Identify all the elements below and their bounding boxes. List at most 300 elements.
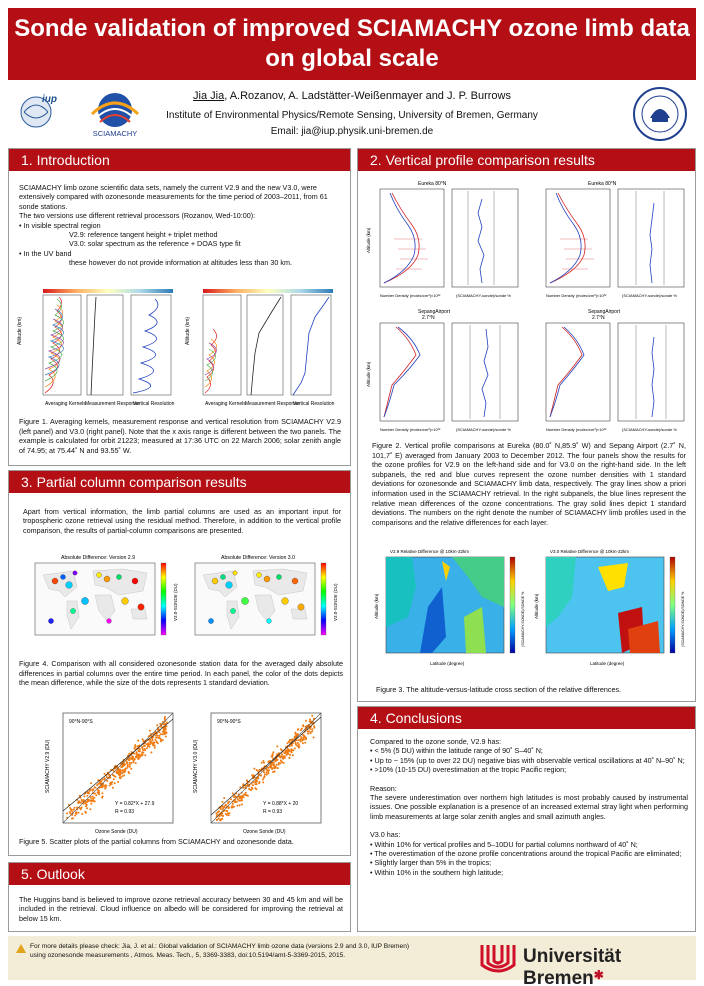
- scatter-point: [290, 748, 292, 750]
- reason-heading: Reason:: [370, 783, 397, 793]
- scatter-point: [288, 750, 290, 752]
- scatter-point: [258, 782, 260, 784]
- scatter-point: [69, 813, 71, 815]
- scatter-point: [113, 778, 115, 780]
- author-block: [8, 84, 696, 142]
- scatter-point: [94, 787, 96, 789]
- cross-2-xlabel: Latitude (degree): [590, 661, 625, 666]
- footer-triangle-icon: [16, 944, 26, 953]
- scatter-point: [269, 766, 271, 768]
- scatter-point: [288, 753, 290, 755]
- scatter-point: [266, 771, 268, 773]
- scatter-point: [74, 815, 76, 817]
- scatter-point: [92, 796, 94, 798]
- scatter-point: [92, 790, 94, 792]
- panel-1-title: Eureka 80°N: [418, 181, 447, 187]
- scatter-point: [152, 744, 154, 746]
- scatter-point: [142, 738, 144, 740]
- scatter-point: [74, 807, 76, 809]
- scatter-point: [251, 774, 253, 776]
- scatter-point: [144, 754, 146, 756]
- scatter-point: [112, 787, 114, 789]
- scatter-2-region: 90°N-90°S: [217, 719, 241, 725]
- panel-4-subtitle: 2.7°N: [592, 315, 605, 321]
- scatter-point: [239, 804, 241, 806]
- scatter-point: [231, 805, 233, 807]
- scatter-point: [229, 812, 231, 814]
- scatter-point: [98, 793, 100, 795]
- scatter-2-ylabel: SCIAMACHY V3.0 (DU): [193, 739, 199, 793]
- scatter-point: [307, 733, 309, 735]
- scatter-point: [104, 777, 106, 779]
- scatter-point: [126, 767, 128, 769]
- scatter-point: [242, 796, 244, 798]
- scatter-point: [252, 784, 254, 786]
- scatter-point: [313, 737, 315, 739]
- scatter-point: [156, 724, 158, 726]
- scatter-point: [141, 754, 143, 756]
- cross-2-title: V3.0 Relative Difference @ 10km-32km: [550, 549, 630, 554]
- partial-column-text: Apart from vertical information, the limb partial columns are used as an important input for tropospheric ozone retrieval using the residual method. Therefore, in addition to the vertical profile comparison, the results of partial-column comparisons are presented.: [23, 507, 341, 535]
- scatter-point: [100, 786, 102, 788]
- scatter-point: [276, 759, 278, 761]
- scatter-point: [128, 759, 130, 761]
- introduction-heading: 1. Introduction: [9, 149, 350, 171]
- scatter-point: [149, 730, 151, 732]
- scatter-point: [260, 775, 262, 777]
- map-1-title: Absolute Difference: Version 2.9: [61, 555, 136, 561]
- scatter-point: [154, 747, 156, 749]
- scatter-point: [134, 744, 136, 746]
- scatter-point: [133, 758, 135, 760]
- scatter-point: [163, 731, 165, 733]
- figure-5-caption: Figure 5. Scatter plots of the partial columns from SCIAMACHY and ozonesonde data.: [19, 837, 294, 846]
- scatter-point: [156, 735, 158, 737]
- outlook-text: The Huggins band is believed to improve ozone retrieval accuracy between 30 and 45 km and will be included in the retrieval. Cloud influence on albedo will be considered for improving the retrieval at below 15 km.: [19, 895, 343, 923]
- figure-3-caption: Figure 3. The altitude-versus-latitude cross section of the relative differences.: [376, 685, 622, 694]
- v30-heading: V3.0 has:: [370, 830, 401, 840]
- scatter-point: [273, 762, 275, 764]
- scatter-point: [273, 767, 275, 769]
- scatter-point: [88, 799, 90, 801]
- scatter-point: [154, 739, 156, 741]
- scatter-point: [305, 720, 307, 722]
- outlook-heading: 5. Outlook: [9, 863, 350, 885]
- conclusions-section: [357, 706, 696, 932]
- scatter-point: [164, 722, 166, 724]
- scatter-point: [111, 783, 113, 785]
- scatter-point: [83, 795, 85, 797]
- scatter-point: [75, 811, 77, 813]
- scatter-point: [166, 725, 168, 727]
- poster-title: Sonde validation of improved SCIAMACHY ozone limb data on global scale: [14, 15, 690, 72]
- scatter-point: [263, 762, 265, 764]
- scatter-point: [160, 726, 162, 728]
- scatter-point: [160, 733, 162, 735]
- scatter-1-r: R = 0.93: [115, 809, 135, 815]
- cross-1-xlabel: Latitude (degree): [430, 661, 465, 666]
- scatter-point: [124, 764, 126, 766]
- scatter-point: [146, 743, 148, 745]
- scatter-point: [130, 768, 132, 770]
- intro-subitem-v29: V2.9: reference tangent height + triplet method: [69, 230, 218, 240]
- figure-2-xlabel-density-4: Number Density (molec/cm³)×10¹²: [546, 427, 607, 432]
- cross-1-colorbar-label: (SCIAMACHY-SONDE)/SONDE %: [521, 591, 525, 647]
- conclusion-item-v30: • Within 10% for vertical profiles and 5–10DU for partial columns northward of 40˚ N;: [370, 839, 638, 849]
- scatter-point: [276, 745, 278, 747]
- scatter-point: [295, 742, 297, 744]
- footer-reference: For more details please check: Jia, J. et al.: Global validation of SCIAMACHY limb ozone data (versions 2.9 and 3.0, IUP Bremen) using ozonesonde measurements , Atmos. Meas. Tech., 5, 3369-3383, doi:10.5194/amt-5-3369-2015, 2015.: [30, 943, 410, 959]
- scatter-point: [137, 740, 139, 742]
- introduction-section: [8, 148, 351, 466]
- author-names: [8, 90, 696, 102]
- scatter-point: [218, 810, 220, 812]
- scatter-point: [271, 756, 273, 758]
- scatter-point: [88, 792, 90, 794]
- scatter-point: [256, 783, 258, 785]
- scatter-point: [234, 801, 236, 803]
- scatter-point: [94, 793, 96, 795]
- scatter-point: [242, 783, 244, 785]
- cross-2-ylabel: Altitude (km): [534, 593, 539, 619]
- partial-column-section: [8, 470, 351, 856]
- scatter-point: [232, 803, 234, 805]
- footer-bar: [8, 936, 696, 986]
- scatter-point: [291, 745, 293, 747]
- scatter-1-fit: Y = 0.82*X + 27.9: [115, 801, 155, 807]
- scatter-1-xlabel: Ozone Sonde (DU): [95, 829, 138, 835]
- scatter-point: [136, 751, 138, 753]
- scatter-point: [106, 776, 108, 778]
- scatter-point: [300, 736, 302, 738]
- scatter-point: [303, 739, 305, 741]
- scatter-point: [89, 808, 91, 810]
- scatter-point: [165, 736, 167, 738]
- scatter-point: [92, 800, 94, 802]
- figure-2-ylabel-top: Altitude (km): [366, 227, 371, 253]
- scatter-point: [282, 756, 284, 758]
- scatter-point: [81, 813, 83, 815]
- scatter-point: [266, 769, 268, 771]
- scatter-point: [150, 752, 152, 754]
- scatter-point: [233, 806, 235, 808]
- figure-1-xlabel-response-left: Measurement Response: [85, 401, 140, 407]
- scatter-point: [297, 733, 299, 735]
- scatter-point: [122, 769, 124, 771]
- figure-2-xlabel-density-3: Number Density (molec/cm³)×10¹²: [380, 427, 441, 432]
- scatter-point: [114, 782, 116, 784]
- scatter-point: [128, 762, 130, 764]
- figure-1-xlabel-kernels-left: Averaging Kernels: [45, 401, 86, 407]
- first-author: Jia Jia: [193, 90, 225, 102]
- cross-2-colorbar-label: (SCIAMACHY-SONDE)/SONDE %: [681, 591, 685, 647]
- scatter-1-region: 90°N-90°S: [69, 719, 93, 725]
- scatter-point: [137, 753, 139, 755]
- scatter-point: [228, 801, 230, 803]
- scatter-point: [147, 745, 149, 747]
- scatter-point: [129, 766, 131, 768]
- scatter-point: [305, 738, 307, 740]
- scatter-point: [310, 732, 312, 734]
- conclusion-item: • < 5% (5 DU) within the latitude range of 90˚ S–40˚ N;: [370, 746, 543, 756]
- figure-2-xlabel-relative-2: (SCIAMACHY-sonde)/sonde %: [622, 293, 677, 298]
- scatter-1-ylabel: SCIAMACHY V2.9 (DU): [45, 739, 51, 793]
- figure-1-xlabel-kernels-right: Averaging Kernels: [205, 401, 246, 407]
- figure-2-caption: Figure 2. Vertical profile comparisons at Eureka (80.0˚ N,85.9˚ W) and Sepang Airport (2.7˚ N, 101,7˚ E) averaged from January 2003 to December 2012. The four panels show the results for the ozone profiles for V2.9 on the left-hand side and for V3.0 on the right-hand side. In the left subpanels, the red and blue curves represent the ozone number densities with 1 standard deviations for ozonesonde and SCIAMACHY limb data, respectively. The gray lines show a priori information used in the SCIAMACHY retrieval. In the right subpanels, the blue lines represent the relative mean differences of the ozone concentrations. The gray solid lines depict 1 standard deviations. The numbers on the right denote the number of SCIAMACHY limb profiles used in the comparisons and the relative differences for each layer.: [372, 441, 686, 527]
- scatter-point: [292, 754, 294, 756]
- conclusion-item-v30: • Slightly larger than 5% in the tropics;: [370, 858, 492, 868]
- scatter-point: [232, 792, 234, 794]
- scatter-point: [150, 742, 152, 744]
- scatter-point: [302, 724, 304, 726]
- scatter-point: [230, 798, 232, 800]
- scatter-point: [279, 762, 281, 764]
- scatter-point: [66, 812, 68, 814]
- scatter-point: [104, 773, 106, 775]
- scatter-2-fit: Y = 0.88*X + 20: [263, 801, 299, 807]
- scatter-point: [81, 799, 83, 801]
- scatter-point: [138, 750, 140, 752]
- scatter-point: [275, 767, 277, 769]
- panel-3-title: SepangAirport: [418, 309, 450, 315]
- scatter-point: [144, 748, 146, 750]
- scatter-point: [277, 767, 279, 769]
- scatter-point: [262, 781, 264, 783]
- scatter-point: [226, 814, 228, 816]
- scatter-point: [102, 796, 104, 798]
- intro-paragraph: SCIAMACHY limb ozone scientific data sets, namely the current V2.9 and the new V3.0, were extensively compared with ozonesonde measurements for the time period of 2003–2011, from 61 sonde stations.: [19, 183, 328, 211]
- scatter-point: [264, 774, 266, 776]
- scatter-point: [130, 762, 132, 764]
- figure-3-cross-sections: [372, 547, 688, 671]
- partial-column-heading: 3. Partial column comparison results: [9, 471, 350, 493]
- scatter-point: [86, 807, 88, 809]
- scatter-point: [262, 779, 264, 781]
- scatter-point: [132, 761, 134, 763]
- scatter-point: [216, 819, 218, 821]
- figure-2-xlabel-density-2: Number Density (molec/cm³)×10¹²: [546, 293, 607, 298]
- scatter-point: [272, 771, 274, 773]
- scatter-point: [304, 742, 306, 744]
- scatter-point: [267, 770, 269, 772]
- scatter-point: [313, 727, 315, 729]
- reason-text: The severe underestimation over northern high latitudes is most probably caused by instrumental issues. One possible explanation is a presence of an increased external stray light when performing limb measurements at large solar zenith angles and small azimuth angles.: [370, 793, 688, 821]
- scatter-point: [228, 814, 230, 816]
- scatter-point: [284, 751, 286, 753]
- scatter-point: [86, 804, 88, 806]
- conclusion-item: • Up to − 15% (up to over 22 DU) negative bias with observable vertical oscillations at 40˚ N–90˚ N;: [370, 755, 685, 765]
- scatter-2-xlabel: Ozone Sonde (DU): [243, 829, 286, 835]
- other-authors: , A.Rozanov, A. Ladstätter-Weißenmayer and J. P. Burrows: [224, 90, 511, 102]
- conclusion-item: • >10% (10-15 DU) overestimation at the tropic Pacific region;: [370, 765, 567, 775]
- conclusions-intro: Compared to the ozone sonde, V2.9 has:: [370, 737, 502, 746]
- scatter-point: [311, 728, 313, 730]
- figure-1-ylabel-right: Altitude (km): [185, 316, 191, 345]
- scatter-point: [223, 797, 225, 799]
- scatter-point: [287, 742, 289, 744]
- scatter-point: [90, 803, 92, 805]
- scatter-point: [80, 802, 82, 804]
- scatter-point: [295, 744, 297, 746]
- scatter-point: [158, 731, 160, 733]
- scatter-point: [281, 761, 283, 763]
- scatter-point: [137, 758, 139, 760]
- scatter-point: [123, 774, 125, 776]
- scatter-point: [276, 764, 278, 766]
- scatter-point: [112, 774, 114, 776]
- scatter-point: [97, 790, 99, 792]
- scatter-point: [288, 757, 290, 759]
- scatter-point: [139, 754, 141, 756]
- figure-4-difference-maps: [15, 551, 345, 651]
- scatter-point: [267, 772, 269, 774]
- scatter-point: [90, 800, 92, 802]
- scatter-point: [271, 768, 273, 770]
- scatter-point: [309, 718, 311, 720]
- intro-bullet-visible: • In visible spectral region: [19, 220, 101, 230]
- scatter-point: [71, 811, 73, 813]
- scatter-point: [303, 737, 305, 739]
- scatter-point: [85, 812, 87, 814]
- scatter-point: [244, 793, 246, 795]
- scatter-point: [160, 740, 162, 742]
- sciamachy-logo-text: SCIAMACHY: [92, 129, 138, 138]
- cross-1-title: V2.9 Relative Difference @ 10km-32km: [390, 549, 470, 554]
- figure-2-xlabel-relative-3: (SCIAMACHY-sonde)/sonde %: [456, 427, 511, 432]
- scatter-point: [127, 764, 129, 766]
- scatter-point: [261, 762, 263, 764]
- scatter-point: [255, 788, 257, 790]
- scatter-point: [281, 753, 283, 755]
- scatter-point: [139, 756, 141, 758]
- scatter-point: [298, 743, 300, 745]
- figure-2-xlabel-relative-1: (SCIAMACHY-sonde)/sonde %: [456, 293, 511, 298]
- map-2-title: Absolute Difference: Version 3.0: [221, 555, 296, 561]
- scatter-point: [262, 760, 264, 762]
- scatter-point: [233, 796, 235, 798]
- scatter-point: [141, 751, 143, 753]
- scatter-point: [263, 771, 265, 773]
- scatter-point: [263, 777, 265, 779]
- intro-subitem-uv: these however do not provide information at altitudes less than 30 km.: [69, 258, 292, 268]
- scatter-point: [114, 776, 116, 778]
- scatter-point: [80, 808, 82, 810]
- scatter-point: [272, 753, 274, 755]
- scatter-point: [164, 717, 166, 719]
- scatter-point: [129, 764, 131, 766]
- map-2-colorbar-label: V3.0-SONDE (DU): [333, 583, 338, 621]
- scatter-point: [121, 775, 123, 777]
- scatter-point: [289, 754, 291, 756]
- scatter-point: [86, 795, 88, 797]
- scatter-point: [307, 731, 309, 733]
- scatter-point: [135, 762, 137, 764]
- scatter-point: [104, 784, 106, 786]
- scatter-point: [96, 784, 98, 786]
- university-bremen-emblem-icon: [478, 941, 518, 975]
- scatter-point: [298, 739, 300, 741]
- scatter-point: [93, 797, 95, 799]
- scatter-point: [144, 745, 146, 747]
- scatter-point: [118, 774, 120, 776]
- scatter-point: [284, 755, 286, 757]
- figure-2-ylabel-bottom: Altitude (km): [366, 361, 371, 387]
- scatter-point: [222, 801, 224, 803]
- scatter-point: [273, 765, 275, 767]
- scatter-point: [131, 757, 133, 759]
- scatter-point: [237, 805, 239, 807]
- scatter-point: [73, 809, 75, 811]
- scatter-point: [162, 733, 164, 735]
- intro-paragraph-2: The two versions use different retrieval processors (Rozanov, Wed-10:00):: [19, 211, 256, 221]
- figure-1-xlabel-response-right: Measurement Response: [245, 401, 300, 407]
- scatter-point: [117, 769, 119, 771]
- figure-1-caption: Figure 1. Averaging kernels, measurement response and vertical resolution from SCIAMACHY V2.9 (left panel) and V3.0 (right panel). Note that the x axis range is different between the two panels. The example is calculated for orbit 21223; measured at 17:36 UTC on 22 March 2006; solar zenith angle of 74.95; at 75.44˚ N and 93.55˚ W.: [19, 417, 341, 455]
- scatter-point: [303, 735, 305, 737]
- scatter-point: [124, 771, 126, 773]
- scatter-point: [220, 819, 222, 821]
- scatter-point: [128, 753, 130, 755]
- scatter-point: [253, 768, 255, 770]
- scatter-point: [155, 737, 157, 739]
- scatter-point: [159, 735, 161, 737]
- scatter-point: [290, 739, 292, 741]
- conclusions-heading: 4. Conclusions: [358, 707, 695, 729]
- scatter-point: [153, 742, 155, 744]
- intro-bullet-uv: • In the UV band: [19, 248, 72, 258]
- scatter-point: [246, 794, 248, 796]
- scatter-point: [154, 735, 156, 737]
- scatter-point: [135, 756, 137, 758]
- scatter-point: [300, 729, 302, 731]
- conclusion-item-v30: • Within 10% in the southern high latitude;: [370, 867, 504, 877]
- scatter-point: [254, 781, 256, 783]
- scatter-point: [295, 733, 297, 735]
- scatter-point: [250, 789, 252, 791]
- scatter-point: [267, 767, 269, 769]
- scatter-point: [137, 745, 139, 747]
- figure-1-averaging-kernels: [15, 283, 345, 411]
- scatter-point: [311, 730, 313, 732]
- scatter-2-r: R = 0.93: [263, 809, 283, 815]
- scatter-point: [241, 803, 243, 805]
- scatter-point: [163, 728, 165, 730]
- scatter-point: [241, 798, 243, 800]
- map-1-colorbar-label: V3.0-SONDE (DU): [173, 583, 178, 621]
- scatter-point: [218, 818, 220, 820]
- scatter-point: [100, 780, 102, 782]
- scatter-point: [297, 728, 299, 730]
- scatter-point: [119, 777, 121, 779]
- figure-2-xlabel-relative-4: (SCIAMACHY-sonde)/sonde %: [622, 427, 677, 432]
- scatter-point: [117, 781, 119, 783]
- scatter-point: [223, 806, 225, 808]
- scatter-point: [294, 747, 296, 749]
- scatter-point: [266, 774, 268, 776]
- scatter-point: [77, 812, 79, 814]
- vertical-profile-heading: 2. Vertical profile comparison results: [358, 149, 695, 171]
- scatter-point: [226, 810, 228, 812]
- scatter-point: [77, 802, 79, 804]
- scatter-point: [240, 796, 242, 798]
- figure-1-xlabel-resolution-right: Vertical Resolution: [293, 401, 335, 407]
- scatter-point: [272, 751, 274, 753]
- contact-email: Email: jia@iup.physik.uni-bremen.de: [270, 126, 434, 137]
- figure-5-scatter-plots: [29, 707, 339, 837]
- figure-2-xlabel-density-1: Number Density (molec/cm³)×10¹²: [380, 293, 441, 298]
- scatter-point: [165, 732, 167, 734]
- scatter-point: [302, 742, 304, 744]
